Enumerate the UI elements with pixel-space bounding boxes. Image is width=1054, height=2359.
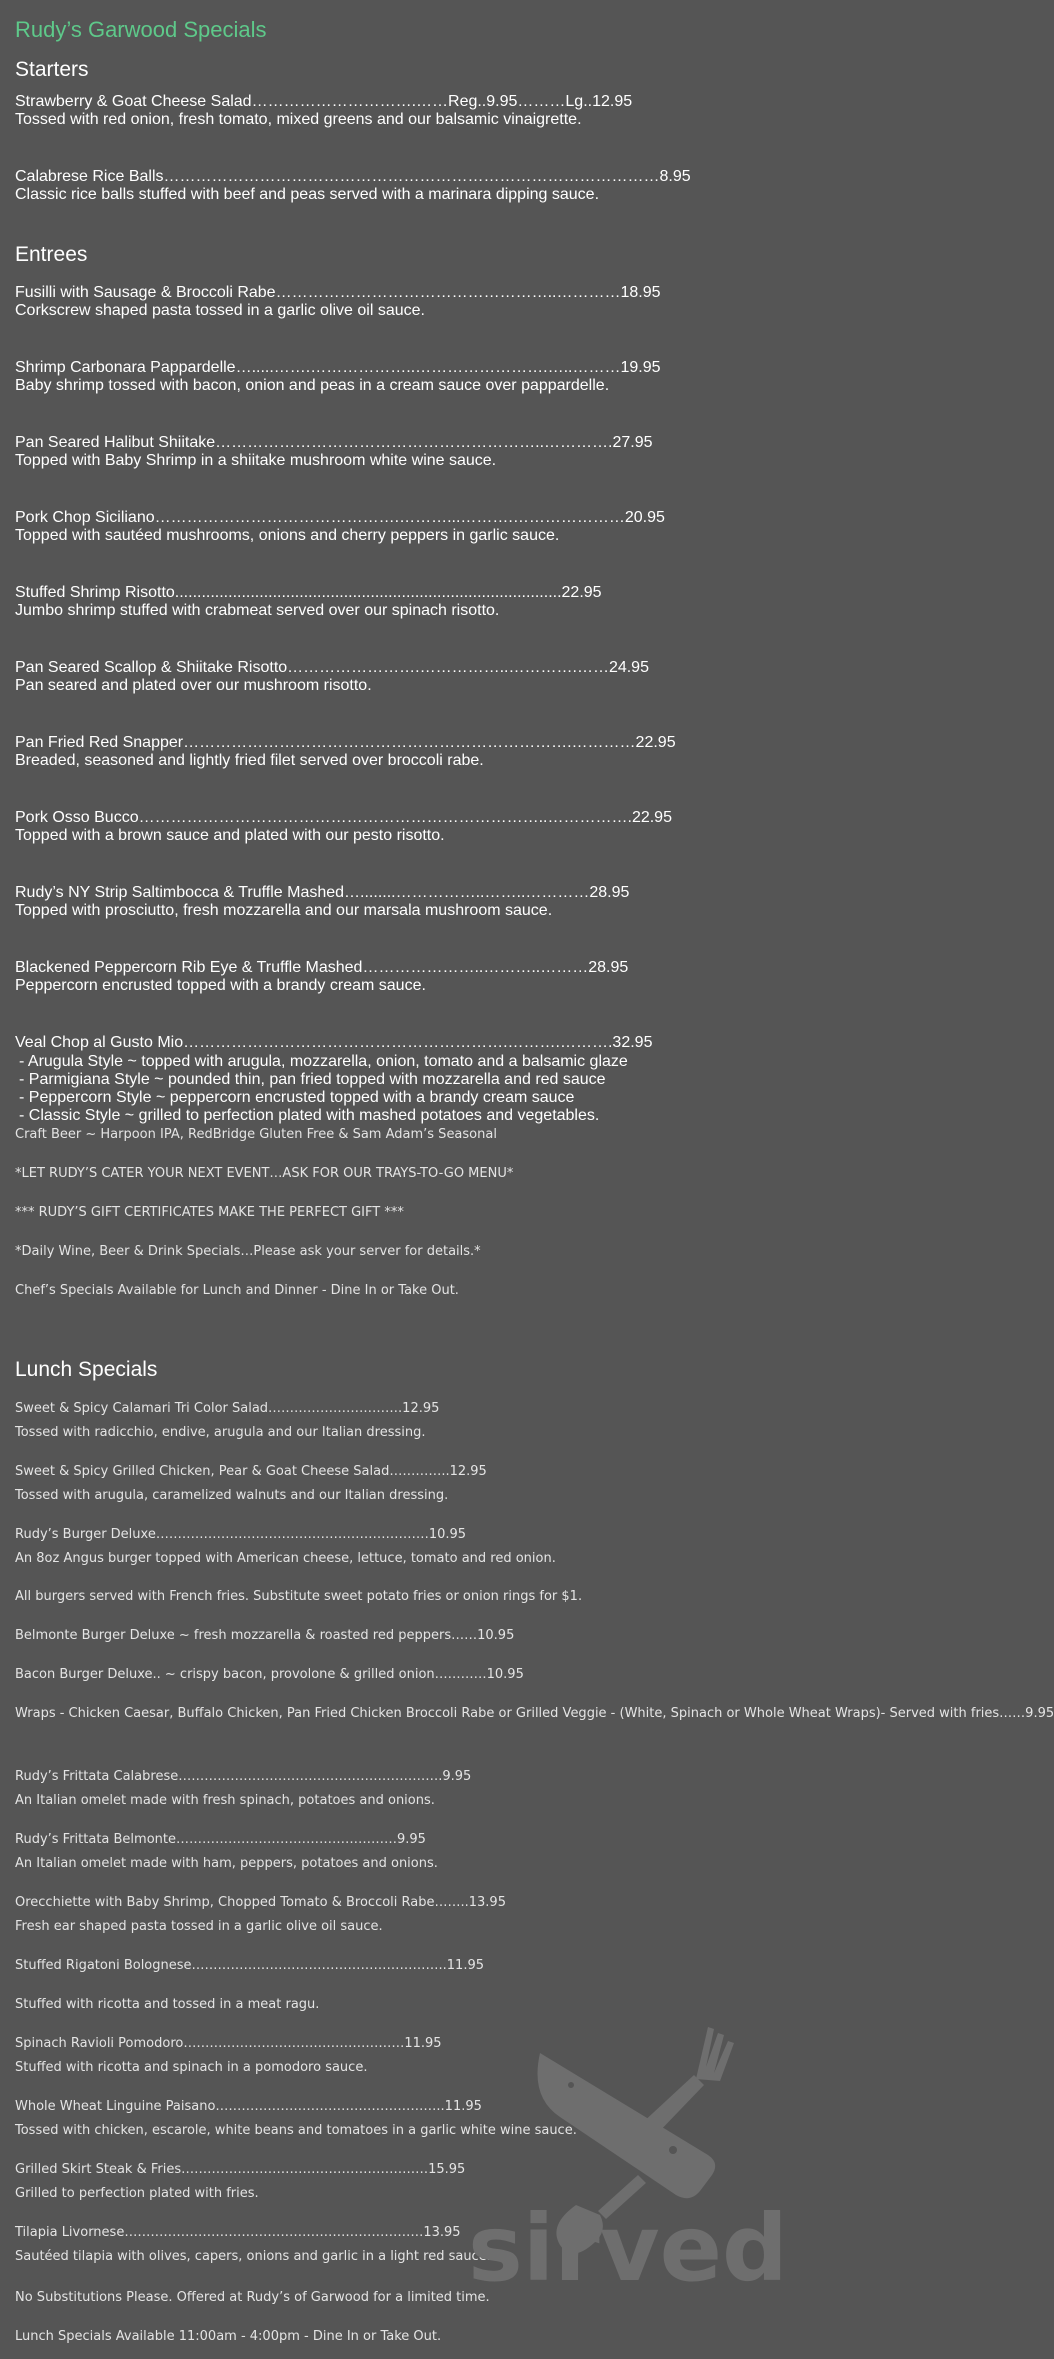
- item-name-price: Rudy’s NY Strip Saltimbocca & Truffle Mashed…........……………..……..…………28.95: [15, 884, 630, 901]
- note-text: Craft Beer ~ Harpoon IPA, RedBridge Gluten Free & Sam Adam’s Seasonal: [15, 1127, 497, 1142]
- note-text: Chef’s Specials Available for Lunch and Dinner - Dine In or Take Out.: [15, 1283, 459, 1298]
- menu-item: [15, 1460, 487, 1508]
- menu-item: [15, 2221, 491, 2269]
- footer-note: No Substitutions Please. Offered at Rudy’s of Garwood for a limited time.: [15, 2290, 490, 2305]
- item-description: Stuffed with ricotta and spinach in a pomodoro sauce.: [15, 2060, 368, 2075]
- menu-item: [15, 2032, 442, 2080]
- menu-item: [15, 434, 653, 470]
- menu-item: [15, 1585, 582, 1609]
- veal-option: - Classic Style ~ grilled to perfection plated with mashed potatoes and vegetables.: [19, 1107, 600, 1124]
- veal-option: - Peppercorn Style ~ peppercorn encrusted topped with a brandy cream sauce: [19, 1089, 575, 1106]
- menu-item: [15, 1891, 506, 1939]
- item-name-price: Shrimp Carbonara Pappardelle….....…….………………..…………………….…..………19.95: [15, 359, 661, 376]
- entrees-heading: Entrees: [15, 243, 88, 266]
- item-name-price: Veal Chop al Gusto Mio…………………………………………………….……….……….32.95: [15, 1034, 653, 1051]
- item-name-price: Stuffed Shrimp Risotto.......................................................................................22.95: [15, 584, 602, 601]
- menu-item: [15, 1702, 1054, 1726]
- menu-item: [15, 2158, 465, 2206]
- item-name-price: Pan Fried Red Snapper……………………………………………………………….…………22.95: [15, 734, 676, 751]
- item-name-price: Pork Osso Bucco…………………………………………………………………..…………….22.95: [15, 809, 672, 826]
- item-name-price: Pork Chop Siciliano……………………………………….………...……….…………………20.95: [15, 509, 665, 526]
- menu-item: [15, 1663, 524, 1687]
- menu-item: [15, 959, 628, 995]
- menu-item: [15, 509, 665, 545]
- veal-option: - Arugula Style ~ topped with arugula, mozzarella, onion, tomato and a balsamic glaze: [19, 1053, 628, 1070]
- menu-item: [15, 884, 629, 920]
- note-text: *** RUDY’S GIFT CERTIFICATES MAKE THE PERFECT GIFT ***: [15, 1205, 404, 1220]
- item-description: Tossed with radicchio, endive, arugula and our Italian dressing.: [15, 1425, 426, 1440]
- menu-item: [15, 1034, 652, 1052]
- note-text: *Daily Wine, Beer & Drink Specials…Please ask your server for details.*: [15, 1244, 481, 1259]
- item-name-price: Pan Seared Halibut Shiitake……………………………………………………..………….27.95: [15, 434, 653, 451]
- item-description: Tossed with chicken, escarole, white beans and tomatoes in a garlic white wine sauce.: [15, 2123, 577, 2138]
- item-name-price: Belmonte Burger Deluxe ~ fresh mozzarella & roasted red peppers……10.95: [15, 1628, 515, 1643]
- item-description: Grilled to perfection plated with fries.: [15, 2186, 259, 2201]
- menu-item: [15, 734, 676, 770]
- item-name-price: Sweet & Spicy Calamari Tri Color Salad………………………….12.95: [15, 1401, 440, 1416]
- menu-item: [15, 1828, 438, 1876]
- item-description: Topped with a brown sauce and plated with our pesto risotto.: [15, 827, 445, 844]
- item-description: An 8oz Angus burger topped with American cheese, lettuce, tomato and red onion.: [15, 1551, 556, 1566]
- footer-note: Lunch Specials Available 11:00am - 4:00pm - Dine In or Take Out.: [15, 2329, 442, 2344]
- item-name-price: Calabrese Rice Balls…………………………………………………………………………………8.95: [15, 168, 691, 185]
- watermark-text: sirved: [468, 2195, 788, 2302]
- menu-item: [15, 1523, 556, 1571]
- item-name-price: Wraps - Chicken Caesar, Buffalo Chicken, Pan Fried Chicken Broccoli Rabe or Grilled Veggie - (White, Spinach or Whole Wheat Wraps)- Served with fries……9.95: [15, 1706, 1054, 1721]
- item-description: Peppercorn encrusted topped with a brandy cream sauce.: [15, 977, 426, 994]
- item-description: Pan seared and plated over our mushroom risotto.: [15, 677, 372, 694]
- menu-item: [15, 1765, 471, 1813]
- item-name-price: Pan Seared Scallop & Shiitake Risotto…………………….……………..………….……24.95: [15, 659, 649, 676]
- item-description: Topped with sautéed mushrooms, onions and cherry peppers in garlic sauce.: [15, 527, 560, 544]
- item-name-price: Stuffed Rigatoni Bolognese…………………………………………………..11.95: [15, 1958, 485, 1973]
- item-name-price: Strawberry & Goat Cheese Salad………………………….……Reg..9.95………Lg..12.95: [15, 93, 633, 110]
- item-description: Stuffed with ricotta and tossed in a meat ragu.: [15, 1997, 320, 2012]
- sirved-watermark: [468, 2005, 798, 2302]
- menu-item: [15, 359, 661, 395]
- item-name-price: Whole Wheat Linguine Paisano……………………………………………..11.95: [15, 2099, 482, 2114]
- item-name-price: All burgers served with French fries. Substitute sweet potato fries or onion rings for $1.: [15, 1589, 583, 1604]
- item-description: Fresh ear shaped pasta tossed in a garlic olive oil sauce.: [15, 1919, 383, 1934]
- veal-options: [15, 1053, 628, 1125]
- menu-item: [15, 1954, 484, 2017]
- item-description: An Italian omelet made with ham, peppers, potatoes and onions.: [15, 1856, 438, 1871]
- item-name-price: Spinach Ravioli Pomodoro……………………………………………11.95: [15, 2036, 442, 2051]
- item-name-price: Orecchiette with Baby Shrimp, Chopped Tomato & Broccoli Rabe……..13.95: [15, 1895, 506, 1910]
- starters-heading: Starters: [15, 58, 89, 81]
- item-description: Breaded, seasoned and lightly fried filet served over broccoli rabe.: [15, 752, 484, 769]
- note-text: *LET RUDY’S CATER YOUR NEXT EVENT…ASK FOR OUR TRAYS-TO-GO MENU*: [15, 1166, 514, 1181]
- item-name-price: Rudy’s Frittata Belmonte……………………………………………9.95: [15, 1832, 426, 1847]
- item-description: Tossed with red onion, fresh tomato, mixed greens and our balsamic vinaigrette.: [15, 111, 582, 128]
- item-name-price: Grilled Skirt Steak & Fries…………………………………………………15.95: [15, 2162, 466, 2177]
- item-description: Jumbo shrimp stuffed with crabmeat served over our spinach risotto.: [15, 602, 500, 619]
- menu-item: [15, 284, 661, 320]
- item-name-price: Sweet & Spicy Grilled Chicken, Pear & Goat Cheese Salad…………..12.95: [15, 1464, 487, 1479]
- menu-item: [15, 93, 632, 129]
- item-description: An Italian omelet made with fresh spinach, potatoes and onions.: [15, 1793, 435, 1808]
- item-name-price: Fusilli with Sausage & Broccoli Rabe……………………………………………..…………18.95: [15, 284, 661, 301]
- item-description: Classic rice balls stuffed with beef and peas served with a marinara dipping sauce.: [15, 186, 600, 203]
- menu-item: [15, 809, 672, 845]
- menu-item: [15, 168, 691, 204]
- item-description: Tossed with arugula, caramelized walnuts and our Italian dressing.: [15, 1488, 449, 1503]
- item-description: Baby shrimp tossed with bacon, onion and peas in a cream sauce over pappardelle.: [15, 377, 610, 394]
- item-description: Sautéed tilapia with olives, capers, onions and garlic in a light red sauce.: [15, 2249, 491, 2264]
- item-description: Topped with Baby Shrimp in a shiitake mushroom white wine sauce.: [15, 452, 497, 469]
- item-name-price: Rudy’s Frittata Calabrese…………………………………………………….9.95: [15, 1769, 472, 1784]
- item-name-price: Tilapia Livornese……………………………………………………………13.95: [15, 2225, 461, 2240]
- veal-option: - Parmigiana Style ~ pounded thin, pan fried topped with mozzarella and red sauce: [19, 1071, 606, 1088]
- item-description: Topped with prosciutto, fresh mozzarella and our marsala mushroom sauce.: [15, 902, 553, 919]
- menu-item: [15, 1624, 514, 1648]
- page-title: Rudy’s Garwood Specials: [15, 17, 267, 42]
- lunch-heading: Lunch Specials: [15, 1358, 158, 1381]
- item-name-price: Blackened Peppercorn Rib Eye & Truffle Mashed…………………..………..………28.95: [15, 959, 629, 976]
- menu-item: [15, 659, 649, 695]
- item-description: Corkscrew shaped pasta tossed in a garlic olive oil sauce.: [15, 302, 425, 319]
- item-name-price: Rudy’s Burger Deluxe………………………………………………………10.95: [15, 1527, 467, 1542]
- knife-fork-icon: [468, 2005, 798, 2302]
- item-name-price: Bacon Burger Deluxe.. ~ crispy bacon, provolone & grilled onion…………10.95: [15, 1667, 524, 1682]
- menu-item: [15, 584, 602, 620]
- menu-item: [15, 1397, 439, 1445]
